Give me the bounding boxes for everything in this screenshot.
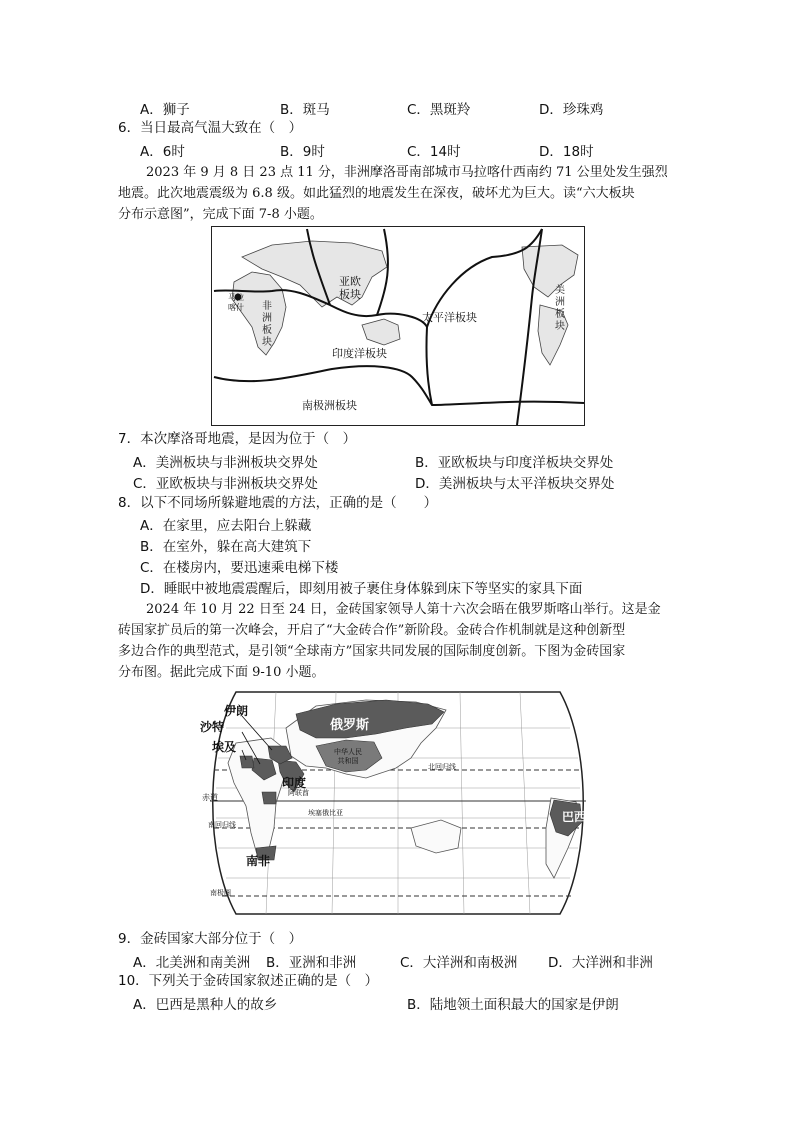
q5-option-d: D．珍珠鸡 <box>539 102 604 118</box>
china-label: 中华人民 共和国 <box>334 748 362 765</box>
antarctic-circle-label: 南极圈 <box>210 889 231 897</box>
q9-option-a: A．北美洲和南美洲 <box>133 955 251 971</box>
q8-option-a: A．在家里，应去阳台上躲藏 <box>140 518 312 534</box>
q7-option-a: A．美洲板块与非洲板块交界处 <box>133 455 318 471</box>
q7-option-d: D．美洲板块与太平洋板块交界处 <box>415 476 615 492</box>
passage1-line1: 2023 年 9 月 8 日 23 点 11 分，非洲摩洛哥南部城市马拉喀什西南约 71 公里处发生强烈 <box>146 165 668 180</box>
antarctic-plate-label: 南极洲板块 <box>302 399 357 412</box>
q9-option-b: B．亚洲和非洲 <box>266 955 357 971</box>
passage1-line2: 地震。此次地震震级为 6.8 级。如此猛烈的地震发生在深夜，破坏尤为巨大。读“六大板块 <box>118 186 635 201</box>
saudi-label: 沙特 <box>200 720 225 734</box>
q10-option-b: B．陆地领土面积最大的国家是伊朗 <box>407 997 619 1013</box>
passage2-line1: 2024 年 10 月 22 日至 24 日，金砖国家领导人第十六次会晤在俄罗斯喀山举行。这是金 <box>146 602 661 617</box>
indian-plate-label: 印度洋板块 <box>332 347 387 360</box>
brics-map <box>196 688 600 918</box>
q10-stem: 10．下列关于金砖国家叙述正确的是（ ） <box>118 973 379 989</box>
q8-stem: 8．以下不同场所躲避地震的方法，正确的是（ ） <box>118 495 438 511</box>
q9-stem: 9．金砖国家大部分位于（ ） <box>118 931 303 947</box>
tropic-south-label: 南回归线 <box>208 821 236 829</box>
uae-label: 阿联酋 <box>288 789 309 797</box>
passage2-line4: 分布图。据此完成下面 9-10 小题。 <box>118 665 325 680</box>
egypt-label: 埃及 <box>212 740 237 754</box>
passage2-line2: 砖国家扩员后的第一次峰会，开启了“大金砖合作”新阶段。金砖合作机制就是这种创新型 <box>118 623 626 638</box>
q6-option-d: D．18时 <box>539 144 594 160</box>
q6-option-a: A．6时 <box>140 144 185 160</box>
equator-label: 赤道 <box>202 793 218 802</box>
africa-shape <box>232 272 286 355</box>
q6-option-b: B．9时 <box>280 144 325 160</box>
brazil-label: 巴西 <box>562 810 587 824</box>
q7-stem: 7．本次摩洛哥地震，是因为位于（ ） <box>118 431 357 447</box>
q5-option-a: A．狮子 <box>140 102 190 118</box>
q10-option-a: A．巴西是黑种人的故乡 <box>133 997 278 1013</box>
q7-option-b: B．亚欧板块与印度洋板块交界处 <box>415 455 614 471</box>
q7-option-c: C．亚欧板块与非洲板块交界处 <box>133 476 318 492</box>
q9-option-c: C．大洋洲和南极洲 <box>400 955 518 971</box>
marrakesh-label: 马拉 喀什 <box>228 293 244 312</box>
america-plate-label: 美 洲 板 块 <box>555 285 565 332</box>
q6-stem: 6．当日最高气温大致在（ ） <box>118 120 303 136</box>
ethiopia-shape <box>262 792 276 804</box>
pacific-plate-label: 太平洋板块 <box>422 311 477 324</box>
australia-shape <box>362 319 400 345</box>
q9-option-d: D．大洋洲和非洲 <box>548 955 653 971</box>
north-america-shape <box>522 245 578 297</box>
q5-option-b: B．斑马 <box>280 102 330 118</box>
q8-option-c: C．在楼房内，要迅速乘电梯下楼 <box>140 560 339 576</box>
africa-plate-label: 非 洲 板 块 <box>262 301 272 348</box>
eurasia-plate-label: 亚欧 板块 <box>339 275 361 301</box>
q5-option-c: C．黑斑羚 <box>407 102 471 118</box>
iran-label: 伊朗 <box>224 704 249 718</box>
q8-option-d: D．睡眠中被地震震醒后，即刻用被子裹住身体躲到床下等坚实的家具下面 <box>140 581 583 597</box>
q8-option-b: B．在室外，躲在高大建筑下 <box>140 539 312 555</box>
south-africa-label: 南非 <box>246 854 271 868</box>
tropic-north-label: 北回归线 <box>428 763 456 771</box>
passage1-line3: 分布示意图”，完成下面 7-8 小题。 <box>118 207 323 222</box>
q6-option-c: C．14时 <box>407 144 461 160</box>
plate-map <box>211 226 585 426</box>
russia-label: 俄罗斯 <box>330 718 370 733</box>
brics-map-svg <box>196 688 600 918</box>
egypt-shape <box>240 756 254 768</box>
india-label: 印度 <box>282 776 307 790</box>
passage2-line3: 多边合作的典型范式，是引领“全球南方”国家共同发展的国际制度创新。下图为金砖国家 <box>118 644 626 659</box>
ethiopia-label: 埃塞俄比亚 <box>308 809 343 817</box>
